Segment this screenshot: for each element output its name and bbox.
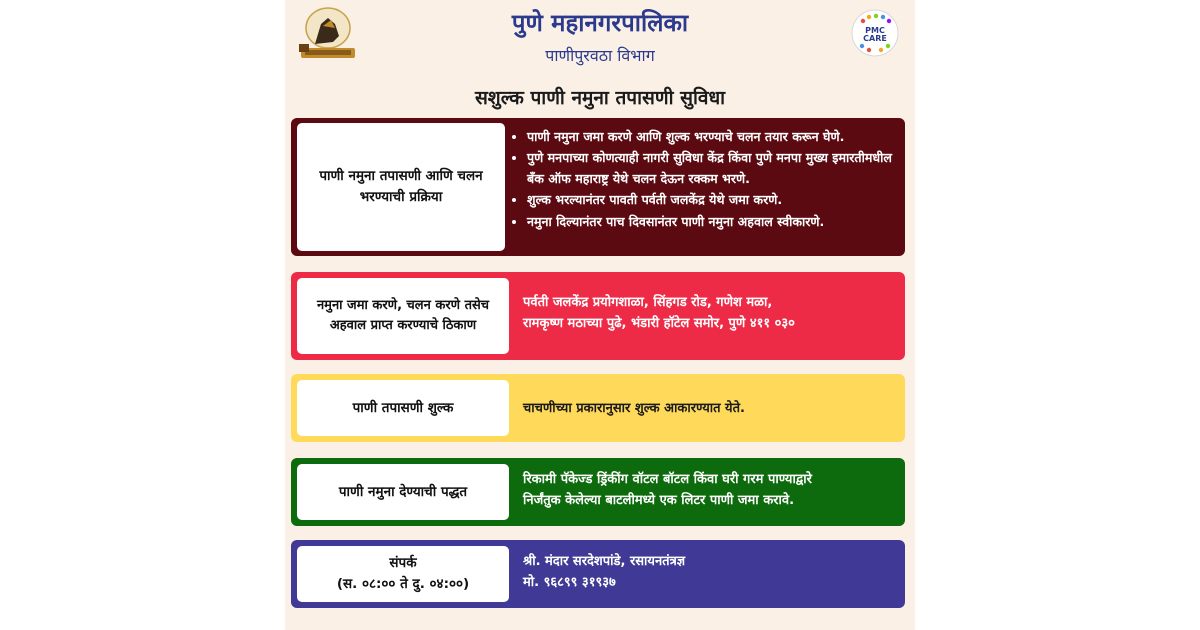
method-line-2: निर्जंतुक केलेल्या बाटलीमध्ये एक लिटर पाणी जमा करावे. bbox=[523, 493, 795, 509]
process-step: • पुणे मनपाच्या कोणत्याही नागरी सुविधा केंद्र किंवा पुणे मनपा मुख्य इमारतीमधील बँक ऑफ महाराष्ट्र येथे चलन देऊन रक्कम भरणे. bbox=[527, 148, 903, 189]
department-name: पाणीपुरवठा विभाग bbox=[545, 46, 655, 65]
process-step: • नमुना दिल्यानंतर पाच दिवसानंतर पाणी नमुना अहवाल स्वीकारणे. bbox=[527, 212, 903, 232]
contact-label bbox=[297, 546, 509, 602]
fee-text: चाचणीच्या प्रकारानुसार शुल्क आकारण्यात येते. bbox=[523, 401, 745, 416]
svg-text:PMC: PMC bbox=[865, 26, 885, 35]
location-card bbox=[291, 272, 905, 360]
contact-phone: मो. ९६८९९ ३१९३७ bbox=[523, 575, 616, 591]
method-text bbox=[523, 469, 899, 511]
location-address bbox=[523, 292, 899, 334]
location-line-2: रामकृष्ण मठाच्या पुढे, भंडारी हॉटेल समोर, पुणे ४११ ०३० bbox=[523, 316, 795, 332]
pmc-care-logo bbox=[850, 8, 900, 58]
contact-hours: (स. ०८:०० ते दु. ०४:००) bbox=[336, 576, 470, 592]
process-card bbox=[291, 118, 905, 256]
process-steps-list bbox=[511, 127, 903, 232]
contact-details bbox=[523, 551, 899, 593]
process-step: • पाणी नमुना जमा करणे आणि शुल्क भरण्याचे चलन तयार करून घेणे. bbox=[527, 127, 903, 147]
method-label: पाणी नमुना देण्याची पद्धत bbox=[297, 464, 509, 520]
contact-title: संपर्क bbox=[389, 555, 417, 572]
method-card bbox=[291, 458, 905, 526]
method-line-1: रिकामी पॅकेज्ड ड्रिंकींग वॉटल बॉटल किंवा घरी गरम पाण्याद्वारे bbox=[523, 472, 812, 487]
page-heading: सशुल्क पाणी नमुना तपासणी सुविधा bbox=[474, 87, 726, 109]
poster bbox=[285, 0, 915, 630]
location-label: नमुना जमा करणे, चलन करणे तसेच अहवाल प्राप्त करण्याचे ठिकाण bbox=[297, 278, 509, 354]
org-title: पुणे महानगरपालिका bbox=[511, 9, 689, 37]
contact-card bbox=[291, 540, 905, 608]
fee-label: पाणी तपासणी शुल्क bbox=[297, 380, 509, 436]
contact-person: श्री. मंदार सरदेशपांडे, रसायनतंत्रज्ञ bbox=[523, 554, 686, 569]
svg-text:CARE: CARE bbox=[863, 34, 887, 43]
process-label: पाणी नमुना तपासणी आणि चलन भरण्याची प्रक्रिया bbox=[297, 123, 505, 251]
process-step: • शुल्क भरल्यानंतर पावती पर्वती जलकेंद्र येथे जमा करणे. bbox=[527, 190, 903, 210]
location-line-1: पर्वती जलकेंद्र प्रयोगशाळा, सिंहगड रोड, गणेश मळा, bbox=[523, 295, 773, 310]
process-steps bbox=[511, 127, 903, 233]
fee-card bbox=[291, 374, 905, 442]
